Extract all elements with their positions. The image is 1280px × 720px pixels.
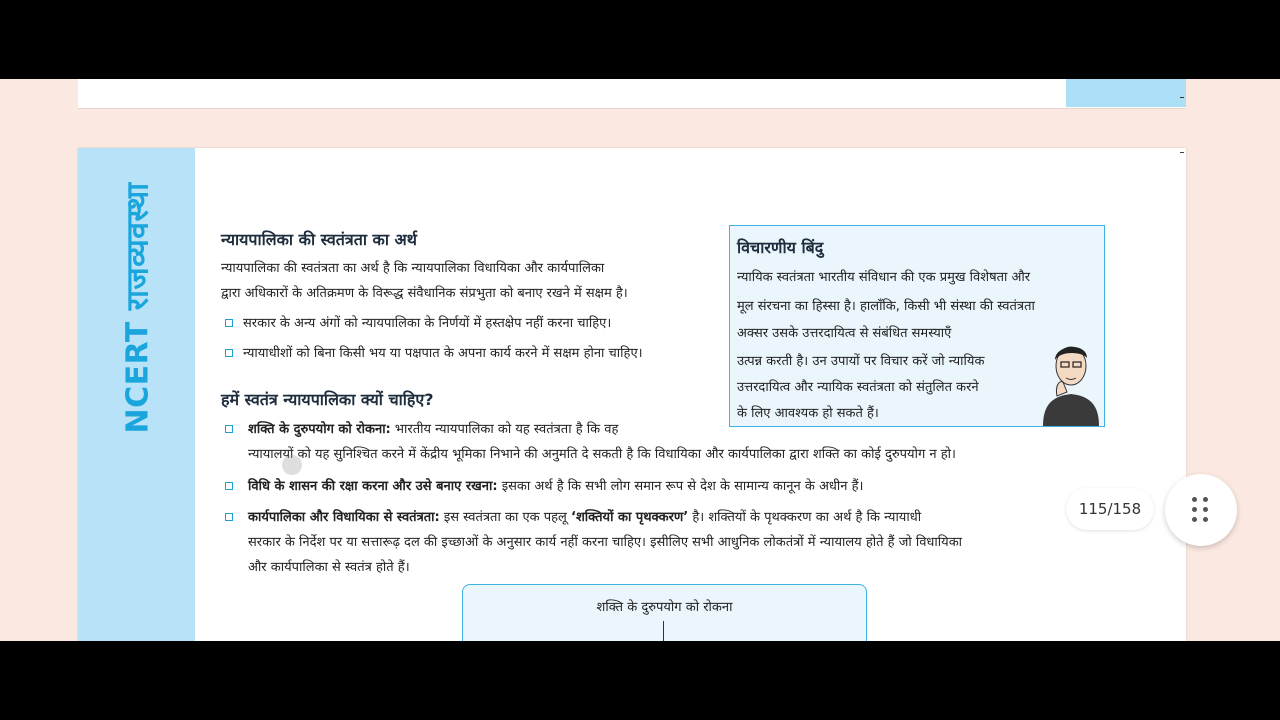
callout-line: न्यायिक स्वतंत्रता भारतीय संविधान की एक प्रमुख विशेषता और [737, 270, 1031, 285]
thinking-person-illustration [1039, 334, 1103, 426]
previous-page-bottom [78, 79, 1186, 109]
consideration-callout-box [729, 225, 1105, 427]
section-heading-why: हमें स्वतंत्र न्यायपालिका क्यों चाहिए? [221, 390, 434, 409]
grid-dots-icon [1192, 497, 1197, 502]
video-letterbox-top [0, 0, 1280, 79]
video-letterbox-bottom [0, 641, 1280, 720]
document-viewer[interactable] [0, 79, 1280, 641]
meaning-paragraph [221, 256, 721, 306]
list-item: विधि के शासन की रक्षा करना और उसे बनाए रखना: इसका अर्थ है कि सभी लोग समान रूप से देश के सामान्य कानून के अधीन हैं। [225, 474, 863, 499]
callout-title: विचारणीय बिंदु [737, 238, 824, 257]
sidebar-title: NCERT राजव्यवस्था [120, 182, 156, 434]
mouse-cursor-highlight [282, 455, 302, 475]
bullet-square-icon [225, 349, 233, 357]
bullet-square-icon [225, 513, 233, 521]
diagram-connector [663, 621, 664, 641]
list-item: कार्यपालिका और विधायिका से स्वतंत्रता: इस स्वतंत्रता का एक पहलू ‘शक्तियों का पृथक्करण’ है। शक्तियों के पृथक्करण का अर्थ है कि न्यायाधी सरकार के निर्देश पर या सत्तारूढ़ दल की इच्छाओं के अनुसार कार्य नहीं करना चाहिए। इसीलिए सभी आधुनिक लोकतंत्रों में न्यायालय होते हैं जो विधायिका और कार्यपालिका से स्वतंत्र होते हैं। [225, 505, 1128, 580]
diagram-node-prevent-misuse [462, 584, 867, 641]
page-grid-button[interactable] [1165, 474, 1237, 546]
bullet-square-icon [225, 482, 233, 490]
bullet-square-icon [225, 425, 233, 433]
paragraph-line: द्वारा अधिकारों के अतिक्रमण के विरूद्ध संवैधानिक संप्रभुता को बनाए रखने में सक्षम है। [221, 286, 628, 301]
list-item: सरकार के अन्य अंगों को न्यायपालिका के निर्णयों में हस्तक्षेप नहीं करना चाहिए। [225, 311, 611, 336]
page-counter: 115/158 [1066, 488, 1154, 530]
document-page [78, 148, 1186, 641]
diagram-node-label: शक्ति के दुरुपयोग को रोकना [596, 600, 733, 615]
list-item: शक्ति के दुरुपयोग को रोकना: भारतीय न्यायपालिका को यह स्वतंत्रता है कि वह न्यायालयों को यह सुनिश्चित करने में केंद्रीय भूमिका निभाने की अनुमति दे सकती है कि विधायिका और कार्यपालिका द्वारा शक्ति का कोई दुरुपयोग न हो। [225, 417, 1128, 467]
section-heading-meaning: न्यायपालिका की स्वतंत्रता का अर्थ [221, 230, 418, 249]
callout-line: के लिए आवश्यक हो सकते हैं। [737, 406, 879, 421]
bullet-square-icon [225, 319, 233, 327]
callout-line: उत्तरदायित्व और न्यायिक स्वतंत्रता को संतुलित करने [737, 380, 979, 395]
list-item: न्यायाधीशों को बिना किसी भय या पक्षपात के अपना कार्य करने में सक्षम होना चाहिए। [225, 341, 643, 366]
callout-line: मूल संरचना का हिस्सा है। हालाँकि, किसी भी संस्था की स्वतंत्रता [737, 299, 1035, 314]
paragraph-line: न्यायपालिका की स्वतंत्रता का अर्थ है कि न्यायपालिका विधायिका और कार्यपालिका [221, 261, 605, 276]
previous-page-sidebar-strip [1066, 79, 1186, 107]
callout-line: अक्सर उसके उत्तरदायित्व से संबंधित समस्याएँ [737, 326, 952, 341]
callout-line: उत्पन्न करती है। उन उपायों पर विचार करें जो न्यायिक [737, 354, 985, 369]
